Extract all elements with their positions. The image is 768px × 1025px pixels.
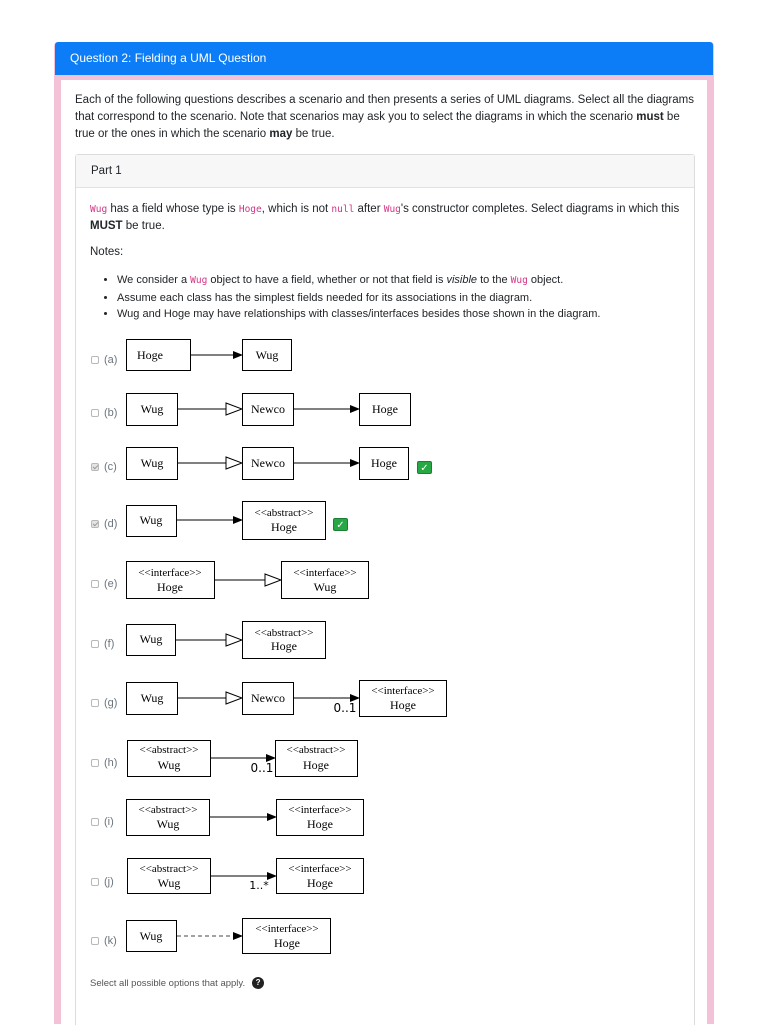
part-title: Part 1	[76, 155, 694, 188]
class-name: Wug	[140, 456, 164, 470]
option-label: (g)	[104, 697, 118, 709]
class-name: Hoge	[390, 698, 416, 712]
class-name: Hoge	[157, 580, 183, 594]
correct-check-icon: ✓	[417, 461, 432, 474]
stereotype: <<interface>>	[255, 923, 319, 935]
class-name: Hoge	[271, 520, 297, 534]
class-name: Newco	[251, 691, 285, 705]
class-name: Wug	[313, 580, 337, 594]
option-label: (c)	[104, 461, 117, 473]
class-name: Wug	[139, 513, 163, 527]
class-name: Hoge	[307, 876, 333, 890]
class-name: Hoge	[371, 456, 397, 470]
class-name: Wug	[140, 691, 164, 705]
class-name: Wug	[156, 817, 180, 831]
option-label: (i)	[104, 816, 114, 828]
class-name: Newco	[251, 402, 285, 416]
stereotype: <<interface>>	[288, 804, 352, 816]
stereotype: <<abstract>>	[286, 744, 346, 756]
class-name: Hoge	[372, 402, 398, 416]
option-label: (h)	[104, 757, 118, 769]
class-name: Wug	[140, 402, 164, 416]
stereotype: <<abstract>>	[254, 627, 314, 639]
class-name: Hoge	[137, 348, 163, 362]
note-item: • Wug and Hoge may have relationships with classes/interfaces besides those shown in the diagram.	[117, 306, 707, 323]
help-icon[interactable]: ?	[252, 977, 264, 989]
class-name: Hoge	[307, 817, 333, 831]
stereotype: <<interface>>	[138, 567, 202, 579]
class-name: Newco	[251, 456, 285, 470]
class-name: Wug	[139, 929, 163, 943]
option-label: (k)	[104, 935, 117, 947]
correct-check-icon: ✓	[333, 518, 348, 531]
class-name: Hoge	[274, 936, 300, 950]
class-name: Hoge	[271, 639, 297, 653]
option-label: (j)	[104, 876, 114, 888]
option-label: (f)	[104, 638, 115, 650]
option-label: (d)	[104, 518, 118, 530]
notes-label: Notes:	[90, 246, 124, 258]
multiplicity: 0..1	[250, 761, 274, 775]
class-name: Wug	[157, 876, 181, 890]
note-item: • Assume each class has the simplest fields needed for its associations in the diagram.	[117, 290, 707, 307]
class-name: Wug	[255, 348, 279, 362]
multiplicity: 0..1	[333, 701, 357, 715]
option-label: (a)	[104, 354, 118, 366]
note-item: • We consider a Wug object to have a field, whether or not that field is visible to the Wug object.	[117, 272, 707, 290]
stereotype: <<abstract>>	[139, 744, 199, 756]
class-name: Hoge	[303, 758, 329, 772]
scenario-prompt: Wug has a field whose type is Hoge, which is not null after Wug's constructor completes. Select diagrams in which this MUST be true.	[90, 203, 680, 232]
multiplicity: 1..*	[249, 879, 269, 892]
stereotype: <<interface>>	[288, 863, 352, 875]
question-header: Question 2: Fielding a UML Question	[55, 42, 713, 75]
footer-text: Select all possible options that apply.	[90, 977, 246, 989]
option-label: (e)	[104, 578, 118, 590]
stereotype: <<abstract>>	[254, 507, 314, 519]
stereotype: <<interface>>	[293, 567, 357, 579]
stereotype: <<interface>>	[371, 685, 435, 697]
stereotype: <<abstract>>	[138, 804, 198, 816]
help-footer	[90, 977, 264, 989]
stereotype: <<abstract>>	[139, 863, 199, 875]
instructions: Each of the following questions describes a scenario and then presents a series of UML diagrams. Select all the diagrams that correspond to the scenario. Note that scenarios may ask you to select the diagrams in which the scenario must be true or the ones in which the scenario may be true.	[75, 94, 694, 140]
class-name: Wug	[157, 758, 181, 772]
option-label: (b)	[104, 407, 118, 419]
class-name: Wug	[139, 632, 163, 646]
